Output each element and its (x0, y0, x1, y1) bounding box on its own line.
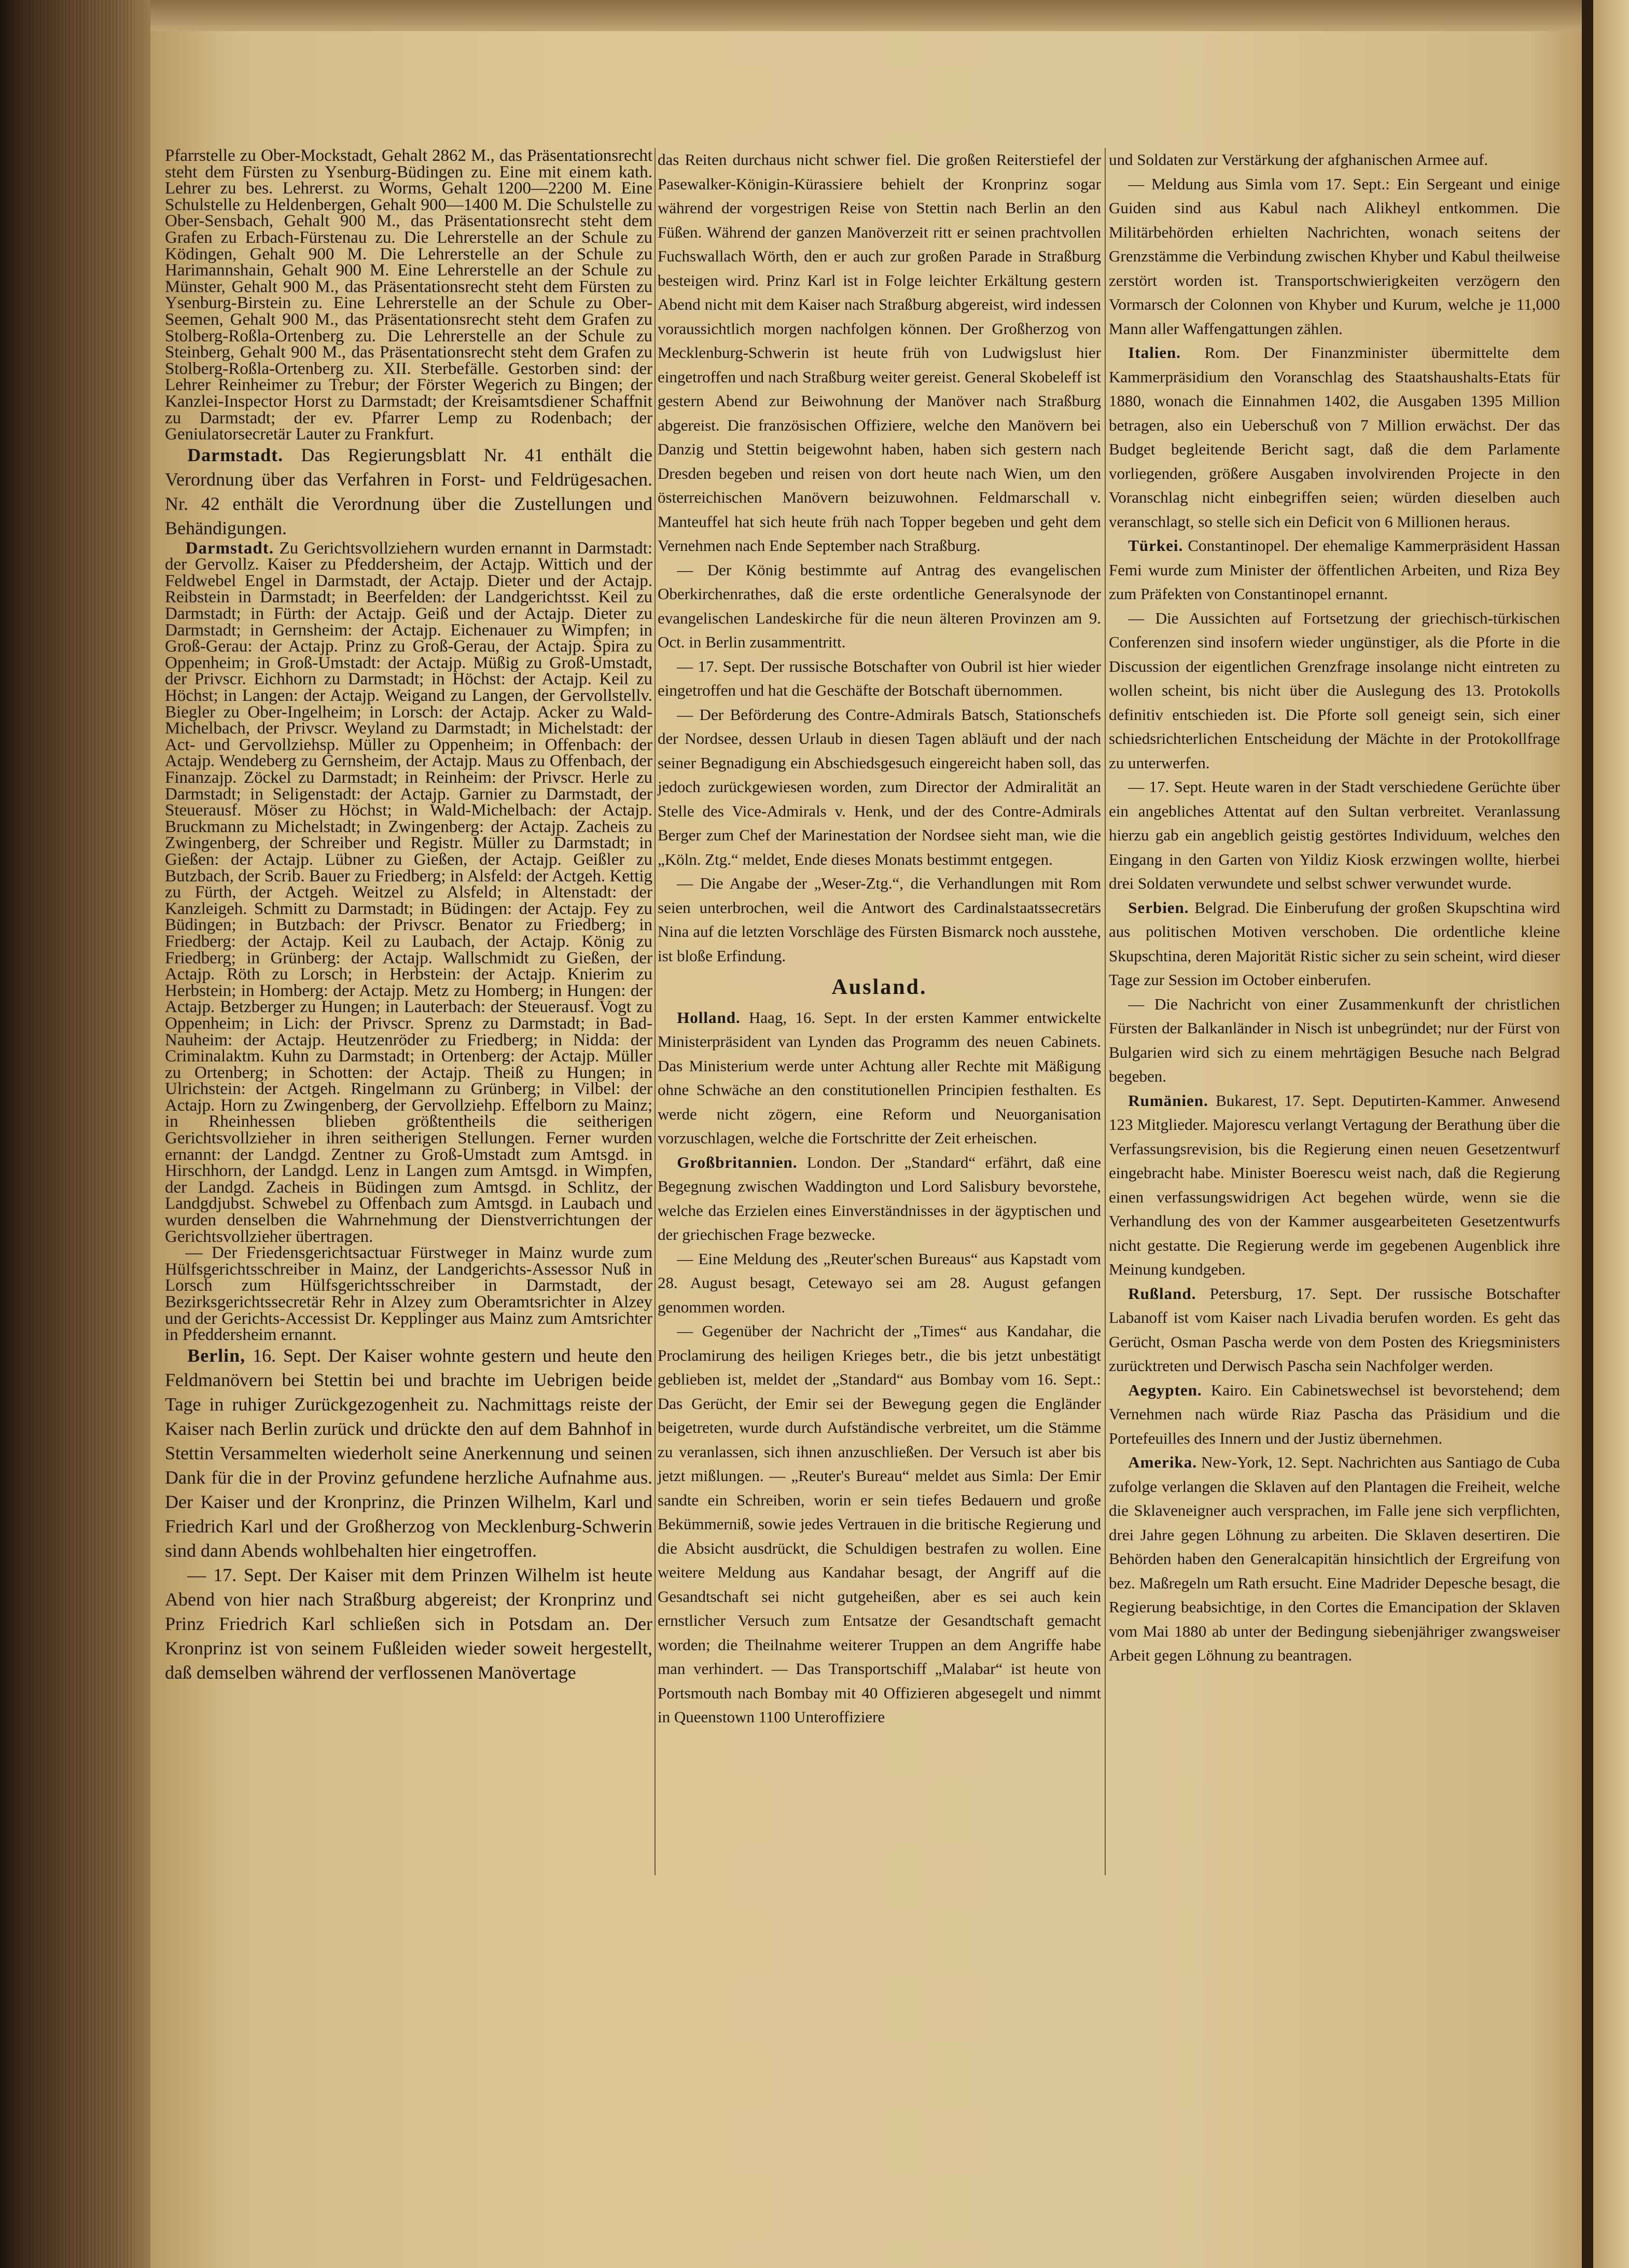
column-divider (655, 148, 656, 1875)
column-divider (1105, 148, 1106, 1875)
article-text: — Meldung aus Simla vom 17. Sept.: Ein Sergeant und einige Guiden sind aus Kabul nach Alikheyl entkommen. Die Militärbehörden erhielten Nachrichten, wonach seitens der Grenzstämme die Verbindung zwischen Khyber und Kabul theilweise zerstört worden ist. Transportschwierigkeiten verzögern den Vormarsch der Colonnen von Khyber und Kurum, welche je 11,000 Mann aller Waffengattungen zählen. (1109, 174, 1560, 338)
article-paragraph (658, 148, 1101, 558)
article-text: — Die Nachricht von einer Zusammenkunft der christlichen Fürsten der Balkanländer in Nisch ist unbegründet; nur der Fürst von Bulgarien wird sich zu einem mehrtägigen Besuche nach Belgrad begeben. (1109, 994, 1560, 1085)
column-3 (1109, 148, 1560, 1668)
article-text: — Eine Meldung des „Reuter'schen Bureaus“ aus Kapstadt vom 28. August besagt, Cetewayo sei am 28. August gefangen genommen worden. (658, 1249, 1101, 1316)
article-paragraph (658, 558, 1101, 655)
article-text: das Reiten durchaus nicht schwer fiel. Die großen Reiterstiefel der Pasewalker-Königin-Kürassiere behielt der Kronprinz sogar während der vorgestrigen Reise von Stettin nach Berlin an den Füßen. Während der ganzen Manöverzeit ritt er seinen prachtvollen Fuchswallach Wörth, den er auch zur großen Parade in Straßburg besteigen wird. Prinz Karl ist in Folge leichter Erkältung gestern Abend nicht mit dem Kaiser nach Straßburg abgereist, wird indessen voraussichtlich morgen nachfolgen können. Der Großherzog von Mecklenburg-Schwerin ist heute früh von Ludwigslust hier eingetroffen und nach Straßburg weiter gereist. General Skobeleff ist gestern Abend zur Beiwohnung der Manöver nach Straßburg abgereist. Die französischen Offiziere, welche den Manövern bei Danzig und Stettin beigewohnt haben, haben sich gestern nach Dresden begeben und reisen von dort heute nach Wien, um den österreichischen Manövern beizuwohnen. Feldmarschall v. Manteuffel hat sich heute früh nach Topper begeben und geht dem Vernehmen nach Ende September nach Straßburg. (658, 150, 1101, 555)
article-text: London. Der „Standard“ erfährt, daß eine Begegnung zwischen Waddington und Lord Salisbury bevorstehe, welche das Erzielen eines Einverständnisses in der ägyptischen und der griechischen Frage bezwecke. (658, 1153, 1101, 1243)
article-paragraph (1109, 172, 1560, 341)
article-dateline: Holland. (677, 1008, 741, 1027)
section-heading: Ausland. (831, 975, 927, 999)
article-paragraph (658, 1151, 1101, 1247)
article-text: und Soldaten zur Verstärkung der afghanischen Armee auf. (1109, 150, 1488, 169)
article-paragraph (658, 1319, 1101, 1730)
article-text: — 17. Sept. Heute waren in der Stadt verschiedene Gerüchte über ein angebliches Attentat auf den Sultan verbreitet. Veranlassung hierzu gab ein angeblich geistig gestörtes Individuum, welches den Eingang in den Garten von Yildiz Kiosk erzwingen wollte, hierbei drei Soldaten verwundete und selbst schwer verwundet wurde. (1109, 778, 1560, 892)
article-paragraph (1109, 1450, 1560, 1668)
article-dateline: Amerika. (1128, 1453, 1198, 1471)
book-page-edges (0, 0, 156, 2268)
article-text: Belgrad. Die Einberufung der großen Skupschtina wird aus politischen Motiven verschoben. Die ordentliche kleine Skupschtina, deren Majorität Ristic sicher zu sein scheint, wird dieser Tage zur Session im October einberufen. (1109, 898, 1560, 989)
article-text: Haag, 16. Sept. In der ersten Kammer entwickelte Ministerpräsident van Lynden das Programm des neuen Cabinets. Das Ministerium werde unter Achtung aller Rechte mit Mäßigung ohne Schwäche an den constitutionellen Principien festhalten. Es werde nicht zögern, eine Reform und Neuorganisation vorzuschlagen, welche die Fortschritte der Zeit erheischen. (658, 1008, 1101, 1147)
article-text: New-York, 12. Sept. Nachrichten aus Santiago de Cuba zufolge verlangen die Sklaven auf den Plantagen die Freiheit, welche die Sklaveneigner auch versprachen, im Falle jene sich verpflichten, drei Jahre gegen Löhnung zu arbeiten. Die Sklaven desertiren. Die Behörden haben den Generalcapitän hinsichtlich der Ergreifung von bez. Maßregeln um Rath ersucht. Eine Madrider Depesche besagt, die Regierung beabsichtige, in den Cortes die Emancipation der Sklaven vom Mai 1880 ab unter der Bedingung siebenjähriger zwangsweiser Arbeit gegen Löhnung zu beantragen. (1109, 1453, 1560, 1664)
article-paragraph (1109, 341, 1560, 534)
article-dateline: Rußland. (1128, 1284, 1196, 1303)
column-1 (165, 148, 652, 1685)
article-paragraph (1109, 148, 1560, 172)
article-dateline: Türkei. (1128, 536, 1184, 555)
article-text: Kairo. Ein Cabinetswechsel ist bevorstehend; dem Vernehmen nach würde Riaz Pascha das Präsidium und die Portefeuilles des Innern und der Justiz übernehmen. (1109, 1380, 1560, 1447)
article-paragraph (1109, 1089, 1560, 1282)
article-paragraph (658, 655, 1101, 703)
article-paragraph (1109, 896, 1560, 992)
article-dateline: Rumänien. (1128, 1091, 1208, 1110)
adjacent-page-strip (1593, 0, 1629, 2268)
article-paragraph (1109, 606, 1560, 776)
article-dateline: Darmstadt. (187, 444, 284, 465)
article-text: Petersburg, 17. Sept. Der russische Botschafter Labanoff ist vom Kaiser nach Livadia berufen worden. Es geht das Gerücht, Osman Pascha werde von dem Posten des Kriegsministers zurücktreten und Derwisch Pascha sein Nachfolger werden. (1109, 1284, 1560, 1375)
article-paragraph (1109, 1282, 1560, 1378)
article-dateline: Darmstadt. (185, 538, 274, 558)
article-paragraph (1109, 534, 1560, 606)
article-text: — Der Beförderung des Contre-Admirals Batsch, Stationschefs der Nordsee, dessen Urlaub in diesen Tagen abläuft und der nach seiner Begnadigung ein Abschiedsgesuch eingereicht haben soll, das jedoch zurückgewiesen worden, zum Director der Admiralität an Stelle des Vice-Admirals v. Henk, und der des Contre-Admirals Berger zum Chef der Marinestation der Nordsee sieht man, wie die „Köln. Ztg.“ meldet, Ende dieses Monats bestimmt entgegen. (658, 705, 1101, 868)
article-text: — Die Aussichten auf Fortsetzung der griechisch-türkischen Conferenzen sind insofern wieder ungünstiger, als die Pforte in die Discussion der eigentlichen Grenzfrage insolange nicht eintreten zu wollen scheint, bis nicht über die Auslegung des 13. Protokolls definitiv entschieden ist. Die Pforte soll geneigt sein, sich einer schiedsrichterlichen Entscheidung der Mächte in der Protokollfrage zu unterwerfen. (1109, 609, 1560, 772)
article-text: — Gegenüber der Nachricht der „Times“ aus Kandahar, die Proclamirung des heiligen Krieges betr., die bis jetzt unbestätigt geblieben ist, meldet der „Standard“ aus Bombay vom 16. Sept.: Das Gerücht, der Emir sei der Bewegung gegen die Engländer beigetreten, wurde durch Aufständische verbreitet, um die Stämme zu veranlassen, sich ihnen anzuschließen. Der Versuch ist aber bis jetzt mißlungen. — „Reuter's Bureau“ meldet aus Simla: Der Emir sandte ein Schreiben, worin er sein tiefes Bedauern und große Bekümmerniß, sowie jedes Vertrauen in die britische Regierung und die Absicht ausdrückt, die Schuldigen bestrafen zu wollen. Eine weitere Meldung aus Kandahar besagt, der Angriff auf die Gesandtschaft sei nicht gutgeheißen, aber es sei auch kein ernstlicher Versuch zum Entsatze der Gesandtschaft gemacht worden; die Theilnahme weiterer Truppen an dem Angriffe habe man verhindert. — Das Transportschiff „Malabar“ ist heute von Portsmouth nach Bombay mit 40 Offizieren abgesegelt und nimmt in Queenstown 1100 Unteroffiziere (658, 1322, 1101, 1726)
article-text: Zu Gerichtsvollziehern wurden ernannt in Darmstadt: der Gervollz. Kaiser zu Pfeddersheim, der Actajp. Wittich und der Feldwebel Engel in Darmstadt, der Actajp. Dieter und der Actajp. Reibstein in Darmstadt; in Beerfelden: der Landgerichtsst. Keil zu Darmstadt; in Fürth: der Actajp. Geiß und der Actajp. Dieter zu Darmstadt; in Gernsheim: der Actajp. Eichenauer zu Wimpfen; in Groß-Gerau: der Actajp. Prinz zu Groß-Gerau, der Actajp. Spira zu Oppenheim; in Groß-Umstadt: der Actajp. Müßig zu Groß-Umstadt, der Privscr. Eichhorn zu Darmstadt; in Höchst: der Actajp. Keil zu Höchst; in Langen: der Actajp. Weigand zu Langen, der Gervollstellv. Biegler zu Ober-Ingelheim; in Lorsch: der Actajp. Acker zu Wald-Michelbach, der Privscr. Weyland zu Darmstadt; in Michelstadt: der Act- und Gervollziehsp. Müller zu Oppenheim; in Offenbach: der Actajp. Wendeberg zu Gernsheim, der Actajp. Maus zu Offenbach, der Finanzajp. Zöckel zu Darmstadt; in Reinheim: der Privscr. Herle zu Darmstadt; in Seligenstadt: der Actajp. Garnier zu Darmstadt, der Steuerausf. Möser zu Höchst; in Wald-Michelbach: der Actajp. Bruckmann zu Michelstadt; in Zwingenberg: der Actajp. Zacheis zu Zwingenberg, der Schreiber und Registr. Müller zu Darmstadt; in Gießen: der Actajp. Lübner zu Gießen, der Actajp. Geißler zu Butzbach, der Scrib. Bauer zu Friedberg; in Alsfeld: der Actgeh. Kettig zu Fürth, der Actgeh. Weitzel zu Alsfeld; in Altenstadt: der Kanzleigeh. Schmitt zu Darmstadt; in Büdingen: der Actajp. Fey zu Büdingen; in Butzbach: der Privscr. Benator zu Friedberg; in Friedberg: der Actajp. Keil zu Laubach, der Actajp. König zu Friedberg; in Grünberg: der Actajp. Wallschmidt zu Gießen, der Actajp. Röth zu Lorsch; in Herbstein: der Actajp. Knierim zu Herbstein; in Homberg: der Actajp. Metz zu Homberg; in Hungen: der Actajp. Betzberger zu Hungen; in Lauterbach: der Steuerausf. Vogt zu Oppenheim; in Lich: der Privscr. Sprenz zu Darmstadt; in Bad-Nauheim: der Actajp. Heutzenröder zu Friedberg; in Nidda: der Criminalaktm. Kuhn zu Darmstadt; in Ortenberg: der Actajp. Müller zu Ortenberg; in Schotten: der Actajp. Theiß zu Hungen; in Ulrichstein: der Actgeh. Ringelmann zu Grünberg; in Vilbel: der Actajp. Horn zu Zwingenberg, der Gervollziehp. Effelborn zu Mainz; in Rheinhessen blieben größtentheils die seitherigen Gerichtsvollzieher in ihren seitherigen Stellungen. Ferner wurden ernannt: der Landgd. Zentner zu Groß-Umstadt zum Amtsgd. in Hirschhorn, der Landgd. Lenz in Langen zum Amtsgd. in Wimpfen, der Landgd. Zacheis in Büdingen zum Amtsgd. in Schlitz, der Landgdjubst. Schwebel zu Offenbach zum Amtsgd. in Laubach und wurden denselben die Wahrnehmung der Dienstverrichtungen der Gerichtsvollzieher übertragen. (165, 538, 652, 1246)
article-paragraph (165, 1344, 652, 1563)
article-paragraph (1109, 775, 1560, 896)
article-paragraph (658, 1006, 1101, 1151)
article-text: Constantinopel. Der ehemalige Kammerpräsident Hassan Femi wurde zum Minister der öffentlichen Arbeiten, und Riza Bey zum Präfekten von Constantinopel ernannt. (1109, 536, 1560, 603)
book-gutter (1582, 0, 1593, 2268)
article-dateline: Serbien. (1128, 898, 1189, 917)
article-text: Rom. Der Finanzminister übermittelte dem Kammerpräsidium den Voranschlag des Staatshaushalts-Etats für 1880, wonach die Einnahmen 1402, die Ausgaben 1395 Million betragen, also ein Ueberschuß von 7 Million erwächst. Der das Budget begleitende Bericht sagt, daß die dem Parlamente vorliegenden, größere Ausgaben involvirenden Projecte in den Voranschlag nicht einbegriffen seien; würden dieselben auch veranschlagt, so stelle sich ein Deficit von 6 Millionen heraus. (1109, 343, 1560, 531)
article-text: 16. Sept. Der Kaiser wohnte gestern und heute den Feldmanövern bei Stettin bei und brachte im Uebrigen beide Tage in ruhiger Zurückgezogenheit zu. Nachmittags reiste der Kaiser nach Berlin zurück und drückte den auf dem Bahnhof in Stettin Versammelten wiederholt seine Anerkennung und seinen Dank für die in der Provinz gefundene herzliche Aufnahme aus. Der Kaiser und der Kronprinz, die Prinzen Wilhelm, Karl und Friedrich Karl und der Großherzog von Mecklenburg-Schwerin sind dann Abends wohlbehalten hier eingetroffen. (165, 1345, 652, 1561)
article-text: Bukarest, 17. Sept. Deputirten-Kammer. Anwesend 123 Mitglieder. Majorescu verlangt Vertagung der Berathung über die Verfassungsrevision, bis die Regierung einen neuen Gesetzentwurf eingebracht habe. Minister Boerescu weist nach, daß die Regierung einen verfassungswidrigen Act begehen würde, wenn sie die Verhandlung des von der Kammer ausgearbeiteten Gesetzentwurfs nicht gestatte. Die Regierung werde im gegebenen Augenblick ihre Meinung kundgeben. (1109, 1091, 1560, 1278)
article-text: — 17. Sept. Der Kaiser mit dem Prinzen Wilhelm ist heute Abend von hier nach Straßburg abgereist; der Kronprinz und Prinz Friedrich Karl schließen sich in Potsdam an. Der Kronprinz ist von seinem Fußleiden wieder soweit hergestellt, daß demselben während der verflossenen Manövertage (165, 1564, 652, 1683)
article-paragraph (165, 1245, 652, 1344)
article-text: Das Regierungsblatt Nr. 41 enthält die Verordnung über das Verfahren in Forst- und Feldrügesachen. Nr. 42 enthält die Verordnung über die Zustellungen und Behändigungen. (165, 444, 652, 538)
article-paragraph (165, 1563, 652, 1685)
article-dateline: Berlin, (187, 1345, 246, 1366)
article-paragraph (165, 443, 652, 541)
article-paragraph (165, 148, 652, 443)
article-text: — 17. Sept. Der russische Botschafter von Oubril ist hier wieder eingetroffen und hat die Geschäfte der Botschaft übernommen. (658, 657, 1101, 699)
article-paragraph (658, 703, 1101, 872)
article-paragraph (658, 1247, 1101, 1320)
article-paragraph (1109, 992, 1560, 1089)
article-dateline: Großbritannien. (677, 1153, 798, 1171)
article-paragraph (165, 538, 652, 1246)
article-text: — Die Angabe der „Weser-Ztg.“, die Verhandlungen mit Rom seien unterbrochen, weil die Antwort des Cardinalstaatssecretärs Nina auf die letzten Vorschläge des Fürsten Bismarck noch ausstehe, ist bloße Erfindung. (658, 874, 1101, 965)
column-2 (658, 148, 1101, 1730)
article-text: — Der König bestimmte auf Antrag des evangelischen Oberkirchenrathes, daß die erste ordentliche Generalsynode der evangelischen Landeskirche für die neun älteren Provinzen am 9. Oct. in Berlin zusammentritt. (658, 560, 1101, 651)
article-paragraph (1109, 1378, 1560, 1451)
article-dateline: Italien. (1128, 343, 1181, 362)
article-dateline: Aegypten. (1128, 1380, 1202, 1399)
article-text: Pfarrstelle zu Ober-Mockstadt, Gehalt 2862 M., das Präsentationsrecht steht dem Fürsten zu Ysenburg-Büdingen zu. Eine mit einem kath. Lehrer zu bes. Lehrerst. zu Worms, Gehalt 1200—2200 M. Eine Schulstelle zu Heldenbergen, Gehalt 900—1400 M. Die Schulstelle zu Ober-Sensbach, Gehalt 900 M., das Präsentationsrecht steht dem Grafen zu Erbach-Fürstenau zu. Die Lehrerstelle an der Schule zu Ködingen, Gehalt 900 M. Die Lehrerstelle an der Schule zu Harimannshain, Gehalt 900 M. Eine Lehrerstelle an der Schule zu Münster, Gehalt 900 M., das Präsentationsrecht steht dem Fürsten zu Ysenburg-Birstein zu. Eine Lehrerstelle an der Schule zu Ober-Seemen, Gehalt 900 M., das Präsentationsrecht steht dem Grafen zu Stolberg-Roßla-Ortenberg zu. Die Lehrerstelle an der Schule zu Steinberg, Gehalt 900 M., das Präsentationsrecht steht dem Grafen zu Stolberg-Roßla-Ortenberg zu. XII. Sterbefälle. Gestorben sind: der Lehrer Reinheimer zu Trebur; der Förster Wegerich zu Bingen; der Kanzlei-Inspector Horst zu Darmstadt; der Kreisamtsdiener Schaffnit zu Darmstadt; der ev. Pfarrer Lemp zu Rodenbach; der Geniulatorsecretär Lauter zu Frankfurt. (165, 146, 652, 444)
article-paragraph (658, 872, 1101, 968)
article-text: — Der Friedensgerichtsactuar Fürstweger in Mainz wurde zum Hülfsgerichtsschreiber in Mainz, der Landgerichts-Assessor Nuß in Lorsch zum Hülfsgerichtsschreiber in Darmstadt, der Bezirksgerichtssecretär Rehr in Alzey zum Oberamtsrichter in Alzey und der Gerichts-Accessist Dr. Kepplinger aus Mainz zum Amtsrichter in Pfeddersheim ernannt. (165, 1243, 652, 1345)
